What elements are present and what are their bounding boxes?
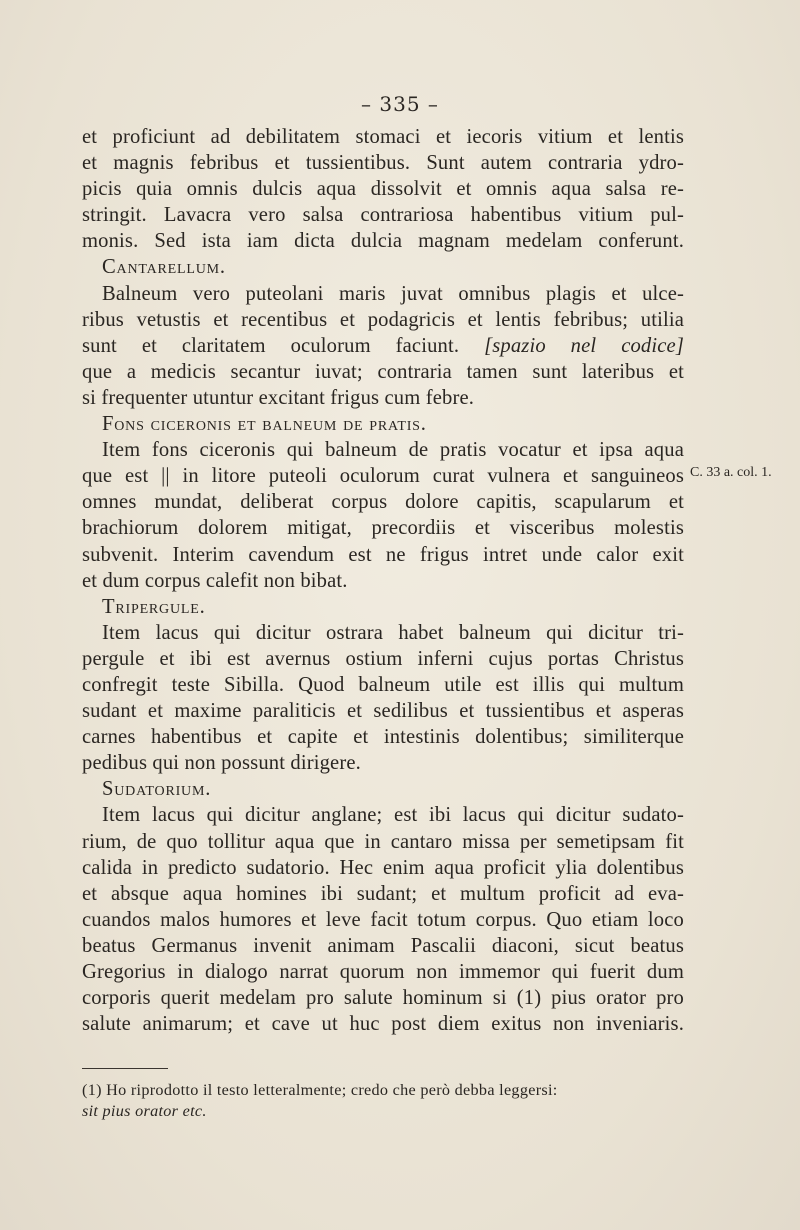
text-line <box>82 202 684 228</box>
footnote-rule <box>82 1068 168 1069</box>
text-line <box>82 176 684 202</box>
line-text: confregit teste Sibilla. Quod balneum utile est illis qui multum <box>82 673 684 696</box>
text-line <box>82 568 684 594</box>
line-text: stringit. Lavacra vero salsa contrariosa habentibus vitium pul- <box>82 204 684 227</box>
footnotes <box>82 1080 684 1122</box>
footnote-line: sit pius orator etc. <box>82 1102 207 1120</box>
line-text: salute animarum; et cave ut huc post diem exitus non inveniaris. <box>82 1013 684 1036</box>
text-line <box>82 437 684 463</box>
main-text <box>82 124 684 1037</box>
line-text: calida in predicto sudatorio. Hec enim aqua proficit ylia dolentibus <box>82 856 684 879</box>
line-text: Sudatorium. <box>102 778 212 801</box>
line-text: Balneum vero puteolani maris juvat omnibus plagis et ulce- <box>102 282 684 305</box>
line-text: ribus vetustis et recentibus et podagricis et lentis febribus; utilia <box>82 308 684 331</box>
line-text: picis quia omnis dulcis aqua dissolvit et omnis aqua salsa re- <box>82 178 684 201</box>
text-line <box>82 124 684 150</box>
text-line <box>82 150 684 176</box>
line-text: omnes mundat, deliberat corpus dolore capitis, scapularum et <box>82 491 684 514</box>
line-text: Gregorius in dialogo narrat quorum non immemor qui fuerit dum <box>82 961 684 983</box>
line-text: et dum corpus calefit non bibat. <box>82 569 348 592</box>
footnote-line: (1) Ho riprodotto il testo letteralmente; credo che però debba leggersi: <box>82 1081 558 1099</box>
line-text: sudant et maxime paraliticis et sedilibus et tussientibus et asperas <box>82 700 684 723</box>
text-line <box>82 542 684 568</box>
margin-note: C. 33 a. col. 1. <box>690 465 772 480</box>
line-text: et magnis febribus et tussientibus. Sunt autem contraria ydro- <box>82 152 684 175</box>
text-line <box>82 802 684 828</box>
line-text: rium, de quo tollitur aqua que in cantaro missa per semetipsam fit <box>82 830 684 853</box>
text-line <box>82 672 684 698</box>
line-text: et proficiunt ad debilitatem stomaci et iecoris vitium et lentis <box>82 126 684 148</box>
line-text: Item lacus qui dicitur ostrara habet balneum qui dicitur tri- <box>102 621 684 644</box>
text-line <box>82 907 684 933</box>
line-text: beatus Germanus invenit animam Pascalii diaconi, sicut beatus <box>82 934 684 957</box>
page-number: – 335 – <box>361 92 439 116</box>
line-text: Cantarellum. <box>102 256 226 279</box>
text-line <box>82 724 684 750</box>
line-text: si frequenter utuntur excitant frigus cum febre. <box>82 386 475 409</box>
text-line <box>82 933 684 959</box>
section-heading <box>82 254 684 280</box>
text-line <box>82 881 684 907</box>
section-heading <box>82 411 684 437</box>
text-line <box>82 463 684 489</box>
text-line <box>82 359 684 385</box>
text-line <box>82 333 684 359</box>
text-line <box>82 620 684 646</box>
text-line <box>82 646 684 672</box>
text-line <box>82 1011 684 1037</box>
section-heading <box>82 776 684 802</box>
text-line <box>82 228 684 254</box>
line-text: sunt et claritatem oculorum faciunt. <box>82 334 460 357</box>
line-text: Tripergule. <box>102 595 206 618</box>
text-line <box>82 698 684 724</box>
text-line <box>82 281 684 307</box>
line-text: monis. Sed ista iam dicta dulcia magnam medelam conferunt. <box>82 230 684 253</box>
line-text: subvenit. Interim cavendum est ne frigus intret unde calor exit <box>82 543 684 566</box>
line-text: corporis querit medelam pro salute hominum si (1) pius orator pro <box>82 987 684 1010</box>
line-text: cuandos malos humores et leve facit totum corpus. Quo etiam loco <box>82 908 684 931</box>
line-text: que a medicis secantur iuvat; contraria tamen sunt lateribus et <box>82 360 684 383</box>
text-line <box>82 489 684 515</box>
text-line <box>82 959 684 985</box>
text-line <box>82 385 684 411</box>
line-text: pedibus qui non possunt dirigere. <box>82 752 361 775</box>
line-text: Item lacus qui dicitur anglane; est ibi lacus qui dicitur sudato- <box>102 804 684 827</box>
line-text: carnes habentibus et capite et intestinis dolentibus; similiterque <box>82 726 684 749</box>
text-line <box>82 855 684 881</box>
line-text: Fons ciceronis et balneum de pratis. <box>102 413 427 436</box>
text-line <box>82 829 684 855</box>
line-text: et absque aqua homines ibi sudant; et multum proficit ad eva- <box>82 882 684 905</box>
text-line <box>82 307 684 333</box>
text-line <box>82 985 684 1011</box>
section-heading <box>82 594 684 620</box>
line-text: pergule et ibi est avernus ostium inferni cujus portas Christus <box>82 647 684 670</box>
text-line <box>82 750 684 776</box>
line-text: que est || in litore puteoli oculorum curat vulnera et sanguineos <box>82 465 684 488</box>
line-text: Item fons ciceronis qui balneum de pratis vocatur et ipsa aqua <box>102 439 684 462</box>
text-line <box>82 515 684 541</box>
line-text: brachiorum dolorem mitigat, precordiis et visceribus molestis <box>82 517 684 540</box>
editorial-note: [spazio nel codice] <box>484 334 684 357</box>
